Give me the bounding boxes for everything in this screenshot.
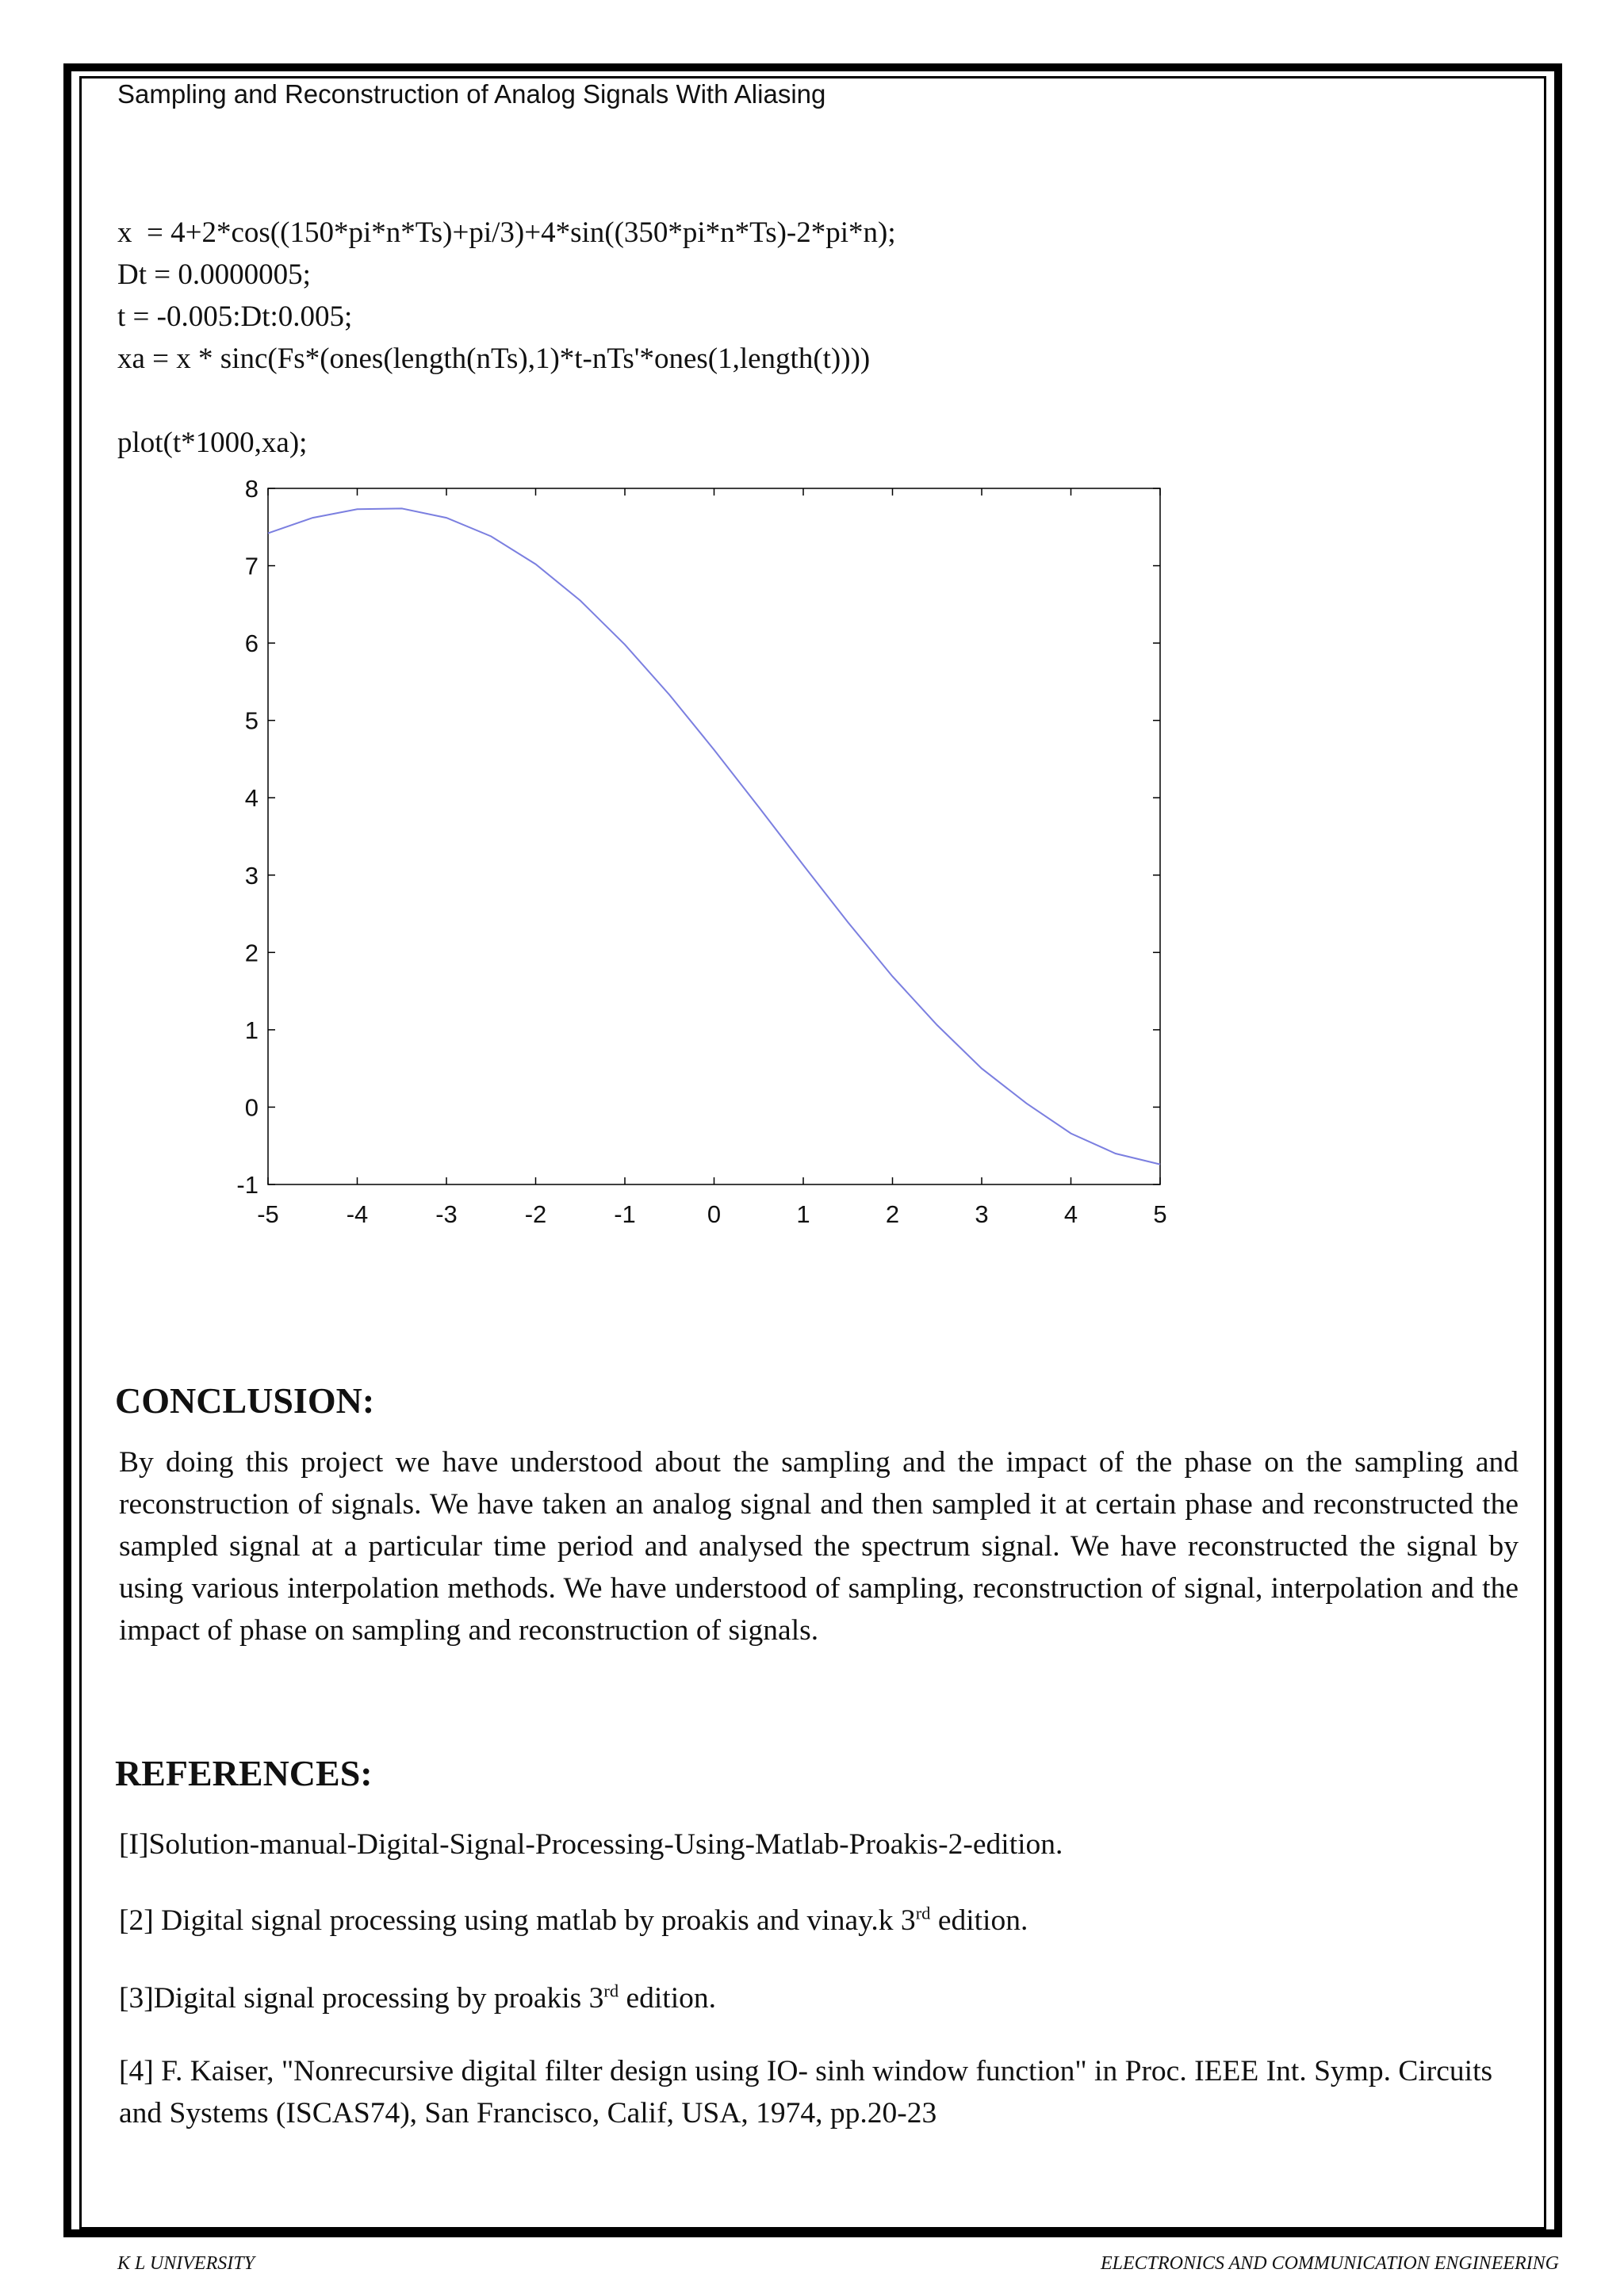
reference-2-text: [2] Digital signal processing using matlab by proakis and vinay.k 3 xyxy=(119,1904,916,1937)
code-line-4: xa = x * sinc(Fs*(ones(length(nTs),1)*t-nTs'*ones(1,length(t)))) xyxy=(117,342,871,375)
y-tick-label: 2 xyxy=(244,939,259,967)
plot-area-frame xyxy=(268,488,1160,1184)
x-tick-label: -5 xyxy=(257,1200,279,1228)
reference-1: [I]Solution-manual-Digital-Signal-Processing-Using-Matlab-Proakis-2-edition. xyxy=(119,1828,1063,1861)
y-tick-label: 8 xyxy=(244,475,259,503)
x-tick-label: 4 xyxy=(1063,1200,1078,1228)
x-tick-label: 1 xyxy=(796,1200,810,1228)
code-line-1: x = 4+2*cos((150*pi*n*Ts)+pi/3)+4*sin((350*pi*n*Ts)-2*pi*n); xyxy=(117,216,896,249)
conclusion-heading: CONCLUSION: xyxy=(115,1380,375,1421)
x-tick-label: 0 xyxy=(707,1200,722,1228)
y-tick-label: 1 xyxy=(244,1016,259,1044)
reference-3 xyxy=(119,1977,1519,2019)
reference-4: [4] F. Kaiser, "Nonrecursive digital filter design using IO- sinh window function" in Proc. IEEE Int. Symp. Circuits and Systems (ISCAS74), San Francisco, Calif, USA, 1974, pp.20-23 xyxy=(119,2055,1493,2130)
y-tick-label: 5 xyxy=(244,706,259,735)
x-tick-label: 2 xyxy=(885,1200,900,1228)
code-line-2: Dt = 0.0000005; xyxy=(117,258,311,291)
references-heading: REFERENCES: xyxy=(115,1753,373,1793)
footer-department: ELECTRONICS AND COMMUNICATION ENGINEERING xyxy=(1100,2253,1559,2274)
y-tick-label: -1 xyxy=(236,1171,259,1199)
y-tick-label: 0 xyxy=(244,1093,259,1122)
x-tick-label: 5 xyxy=(1153,1200,1167,1228)
reference-3-suffix: edition. xyxy=(619,1982,717,2015)
x-tick-label: -3 xyxy=(435,1200,458,1228)
line-chart xyxy=(230,474,1182,1235)
y-tick-label: 4 xyxy=(244,784,259,813)
reference-3-text: [3]Digital signal processing by proakis 3 xyxy=(119,1982,604,2015)
x-tick-label: -1 xyxy=(614,1200,636,1228)
code-line-5: plot(t*1000,xa); xyxy=(117,427,308,459)
reference-2 xyxy=(119,1900,1519,1942)
y-tick-label: 3 xyxy=(244,861,259,890)
reference-3-ordinal: rd xyxy=(603,1980,619,2001)
reference-2-ordinal: rd xyxy=(915,1903,931,1923)
x-tick-label: -4 xyxy=(346,1200,369,1228)
y-tick-label: 7 xyxy=(244,552,259,580)
x-tick-label: -2 xyxy=(524,1200,547,1228)
reference-2-suffix: edition. xyxy=(930,1904,1028,1937)
series-line-xa xyxy=(268,508,1160,1164)
x-tick-label: 3 xyxy=(975,1200,989,1228)
conclusion-text: By doing this project we have understood about the sampling and the impact of the phase on the sampling and reconstruction of signals. We have taken an analog signal and then sampled it at certain phase and reconstructed the sampled signal at a particular time period and analysed the spectrum signal. We have reconstructed the signal by using various interpolation methods. We have understood of sampling, reconstruction of signal, interpolation and the impact of phase on sampling and reconstruction of signals. xyxy=(119,1446,1519,1647)
footer-university: K L UNIVERSITY xyxy=(117,2253,255,2274)
code-line-3: t = -0.005:Dt:0.005; xyxy=(117,300,353,333)
y-tick-label: 6 xyxy=(244,629,259,658)
plot-figure xyxy=(230,474,1182,1235)
page-header-title: Sampling and Reconstruction of Analog Signals With Aliasing xyxy=(117,79,826,109)
